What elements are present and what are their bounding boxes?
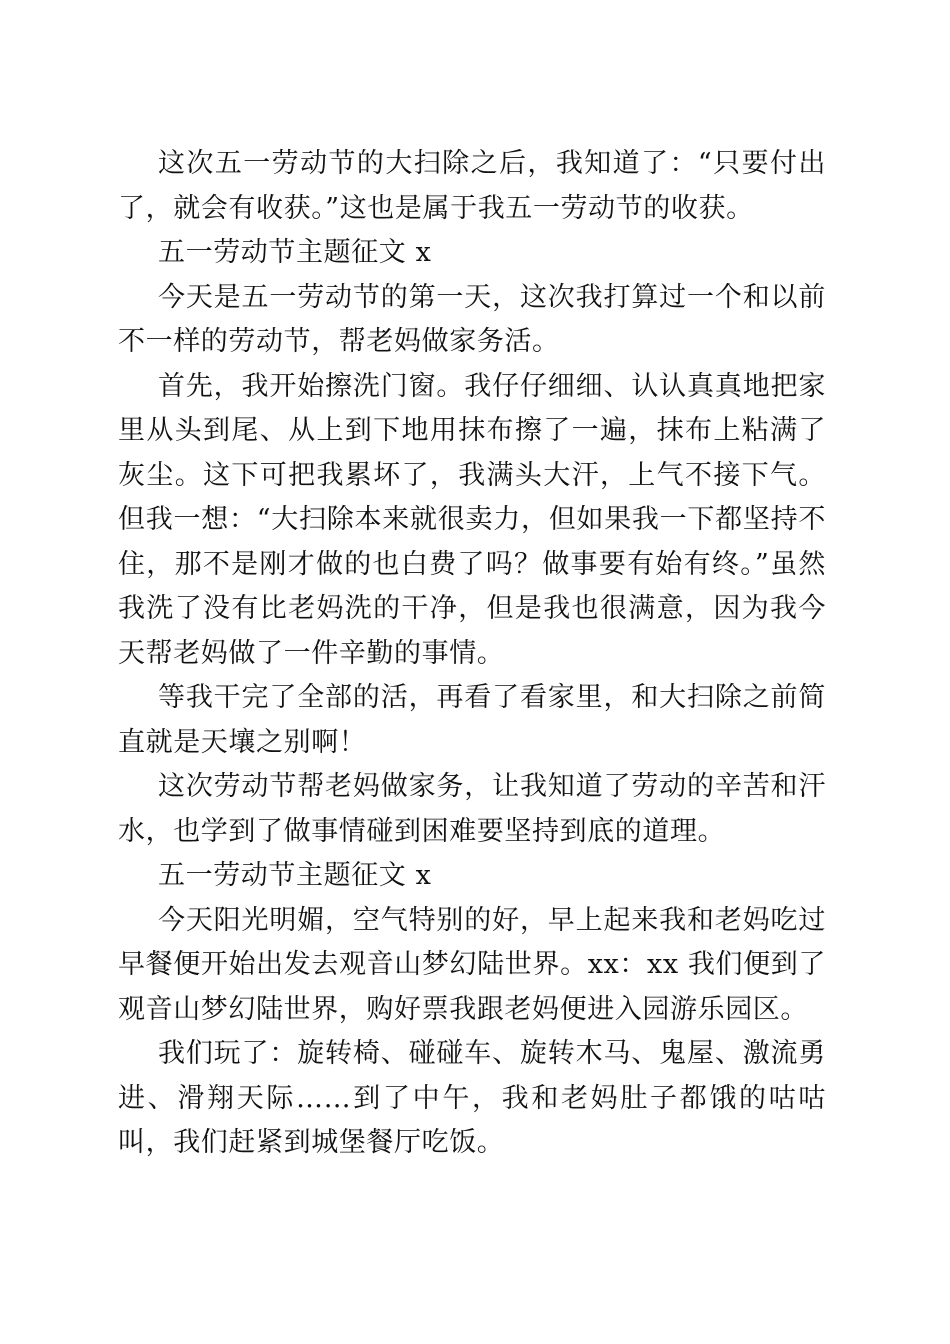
paragraph-cleaning-windows: 首先，我开始擦洗门窗。我仔仔细细、认认真真地把家里从头到尾、从上到下地用抹布擦了一遍，抹布上粘满了灰尘。这下可把我累坏了，我满头大汗，上气不接下气。但我一想：“大扫除本来就很卖力，但如果我一下都坚持不住，那不是刚才做的也白费了吗？做事要有始有终。”虽然我洗了没有比老妈洗的干净，但是我也很满意，因为我今天帮老妈做了一件辛勤的事情。	[118, 370, 826, 669]
paragraph-rides: 我们玩了：旋转椅、碰碰车、旋转木马、鬼屋、激流勇进、滑翔天际……到了中午，我和老妈肚子都饿的咕咕叫，我们赶紧到城堡餐厅吃饭。	[118, 1038, 826, 1158]
document-body	[118, 142, 826, 1166]
paragraph-lesson-learned: 这次劳动节帮老妈做家务，让我知道了劳动的辛苦和汗水，也学到了做事情碰到困难要坚持到底的道理。	[118, 771, 826, 847]
paragraph-labor-day-intro: 今天是五一劳动节的第一天，这次我打算过一个和以前不一样的劳动节，帮老妈做家务活。	[118, 281, 826, 357]
essay-heading-1: 五一劳动节主题征文 x	[158, 237, 432, 268]
essay-heading-2: 五一劳动节主题征文 x	[158, 860, 432, 891]
paragraph-after-cleaning: 等我干完了全部的活，再看了看家里，和大扫除之前简直就是天壤之别啊！	[118, 682, 826, 758]
paragraph-sunny-day: 今天阳光明媚，空气特别的好，早上起来我和老妈吃过早餐便开始出发去观音山梦幻陆世界。xx：xx 我们便到了观音山梦幻陆世界，购好票我跟老妈便进入园游乐园区。	[118, 904, 826, 1025]
paragraph-cleanup-conclusion: 这次五一劳动节的大扫除之后，我知道了：“只要付出了，就会有收获。”这也是属于我五一劳动节的收获。	[118, 148, 826, 224]
